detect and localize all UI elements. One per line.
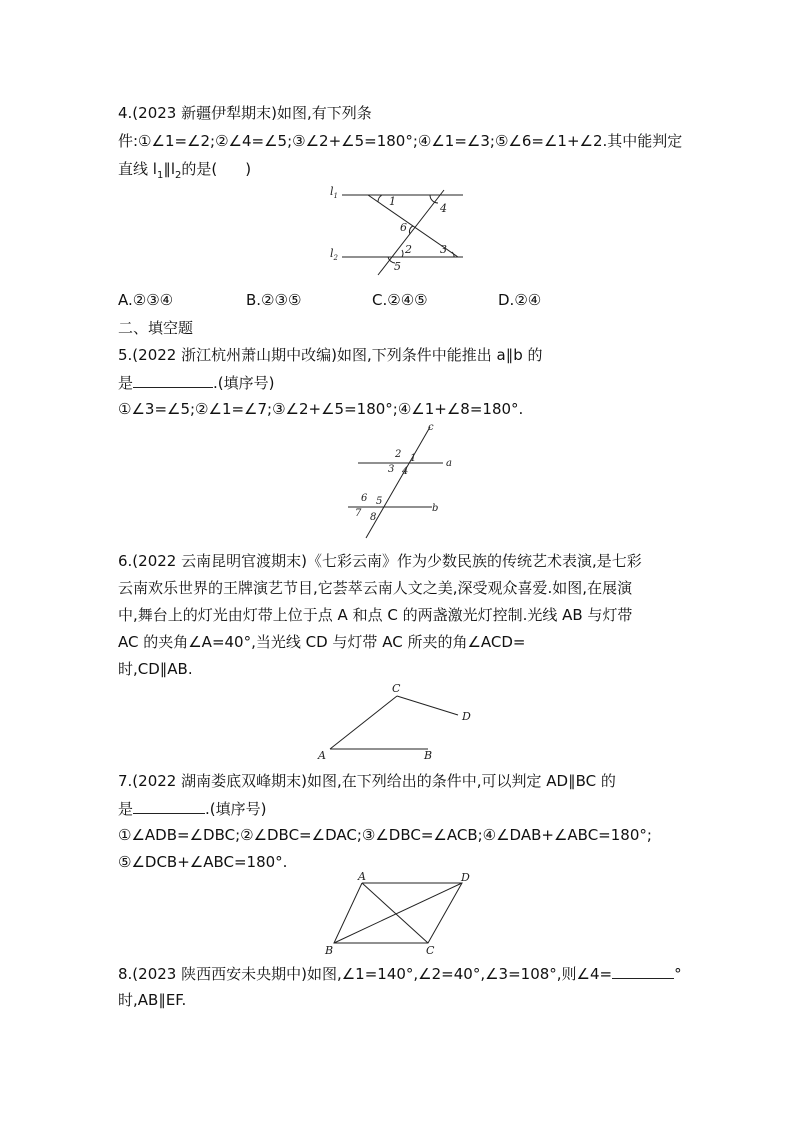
label-l1: $l_1$ bbox=[330, 185, 338, 200]
q6-line-3: 中,舞台上的灯光由灯带上位于点 A 和点 C 的两盏激光灯控制.光线 AB 与灯带 bbox=[118, 606, 633, 624]
point-a-label: A bbox=[358, 870, 366, 883]
q7-figure bbox=[320, 870, 480, 958]
diagonal-bd bbox=[334, 883, 462, 943]
segment-ac bbox=[330, 696, 397, 749]
q6-line-4: AC 的夹角∠A=40°,当光线 CD 与灯带 AC 所夹的角∠ACD= bbox=[118, 633, 526, 651]
angle-6-label: 6 bbox=[400, 221, 407, 234]
point-d-label: D bbox=[461, 871, 470, 884]
transversal-2 bbox=[378, 190, 444, 275]
angle-5-label: 5 bbox=[394, 260, 401, 273]
q5-line-1: 5.(2022 浙江杭州萧山期中改编)如图,下列条件中能推出 a∥b 的 bbox=[118, 346, 543, 364]
point-a-label: A bbox=[318, 749, 326, 762]
choice-b[interactable]: B.②③⑤ bbox=[246, 291, 302, 309]
label-l2: $l_2$ bbox=[330, 247, 338, 262]
angle-1-label: 1 bbox=[389, 195, 396, 208]
q4-line-3: 直线 $l_1\parallel l_2$的是( ) bbox=[118, 160, 252, 181]
q8-answer-blank[interactable] bbox=[612, 963, 674, 979]
q7-answer-blank[interactable] bbox=[133, 798, 205, 814]
q8-line-2: 时,AB∥EF. bbox=[118, 991, 187, 1009]
section-heading: 二、填空题 bbox=[118, 319, 194, 337]
angle-2-label: 2 bbox=[395, 449, 402, 460]
diagonal-ac bbox=[362, 883, 428, 943]
angle-4-label: 4 bbox=[402, 466, 409, 477]
q7-line-2: 是 .(填序号) bbox=[118, 800, 267, 818]
point-c-label: C bbox=[426, 944, 435, 957]
angle-6-label: 6 bbox=[361, 493, 368, 504]
point-c-label: C bbox=[392, 682, 401, 695]
angle-1-label: 1 bbox=[410, 453, 417, 464]
choice-d[interactable]: D.②④ bbox=[498, 291, 542, 309]
choice-a[interactable]: A.②③④ bbox=[118, 291, 174, 309]
angle-7-label: 7 bbox=[355, 508, 362, 519]
angle-4-label: 4 bbox=[440, 202, 447, 215]
q6-figure bbox=[310, 678, 485, 763]
q6-line-5: 时,CD∥AB. bbox=[118, 660, 193, 678]
q7-line-1: 7.(2022 湖南娄底双峰期末)如图,在下列给出的条件中,可以判定 AD∥BC 的 bbox=[118, 772, 616, 790]
ray-cd bbox=[397, 696, 458, 715]
label-c: c bbox=[428, 422, 434, 433]
q5-figure bbox=[340, 420, 465, 542]
q5-answer-blank[interactable] bbox=[133, 372, 213, 388]
q6-line-2: 云南欢乐世界的王牌演艺节目,它荟萃云南人文之美,深受观众喜爱.如图,在展演 bbox=[118, 579, 633, 597]
point-d-label: D bbox=[462, 710, 471, 723]
q5-line-3: ①∠3=∠5;②∠1=∠7;③∠2+∠5=180°;④∠1+∠8=180°. bbox=[118, 400, 524, 418]
q4-line-2: 件:①∠1=∠2;②∠4=∠5;③∠2+∠5=180°;④∠1=∠3;⑤∠6=∠1+∠2.其中能判定 bbox=[118, 132, 683, 150]
point-b-label: B bbox=[424, 749, 433, 762]
angle-2-label: 2 bbox=[405, 243, 412, 256]
q4-figure bbox=[320, 180, 480, 280]
angle-3-label: 3 bbox=[388, 464, 395, 475]
point-b-label: B bbox=[325, 944, 334, 957]
q4-line-1: 4.(2023 新疆伊犁期末)如图,有下列条 bbox=[118, 104, 372, 122]
q8-line-1: 8.(2023 陕西西安未央期中)如图,∠1=140°,∠2=40°,∠3=108°,则∠4= ° bbox=[118, 965, 682, 983]
q7-line-4: ⑤∠DCB+∠ABC=180°. bbox=[118, 853, 288, 871]
label-b: b bbox=[432, 503, 439, 514]
q6-line-1: 6.(2022 云南昆明官渡期末)《七彩云南》作为少数民族的传统艺术表演,是七彩 bbox=[118, 552, 642, 570]
q7-line-3: ①∠ADB=∠DBC;②∠DBC=∠DAC;③∠DBC=∠ACB;④∠DAB+∠ABC=180°; bbox=[118, 826, 652, 844]
choice-c[interactable]: C.②④⑤ bbox=[372, 291, 428, 309]
q5-line-2: 是 .(填序号) bbox=[118, 374, 275, 392]
angle-5-label: 5 bbox=[376, 496, 383, 507]
angle-3-label: 3 bbox=[440, 243, 447, 256]
label-a: a bbox=[446, 458, 452, 469]
angle-8-label: 8 bbox=[370, 512, 377, 523]
